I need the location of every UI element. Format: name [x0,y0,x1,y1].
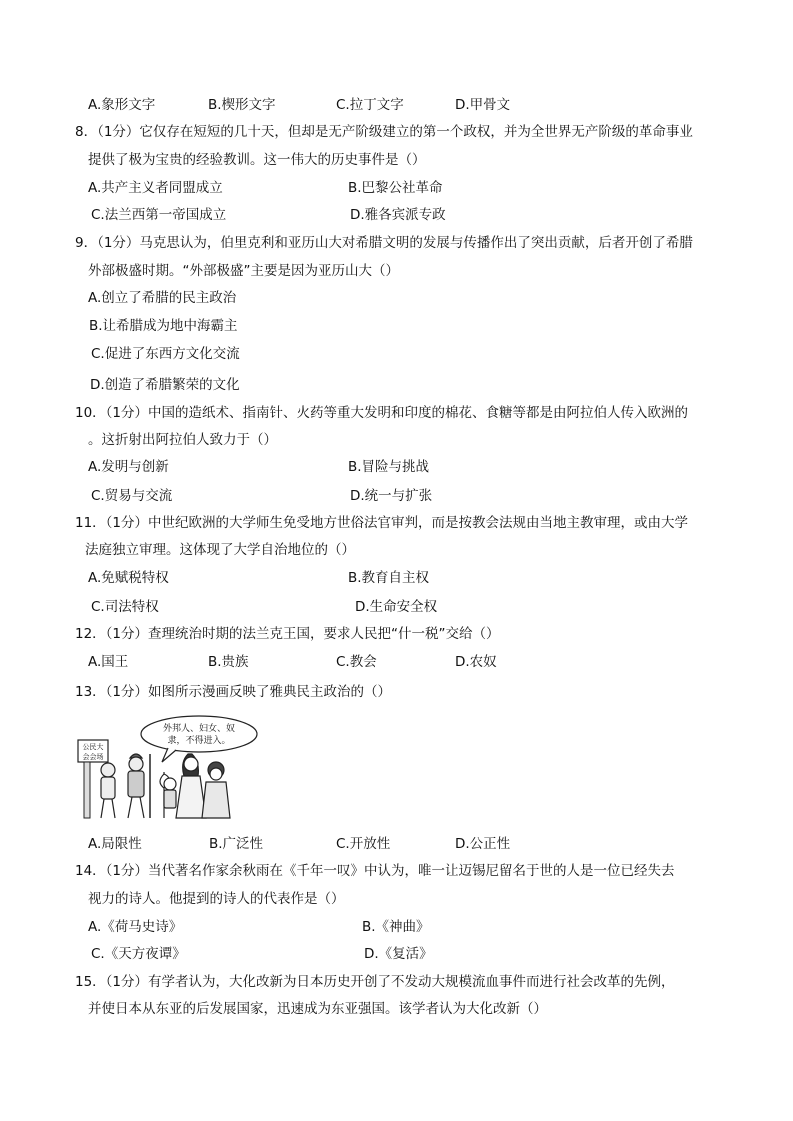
slave-figure [164,778,176,808]
q8-option-c: C.法兰西第一帝国成立 [91,207,227,223]
q10-stem-line1: 10．（1分）中国的造纸术、指南针、火药等重大发明和印度的棉花、食糖等都是由阿拉伯人传入欧洲的 [75,405,689,421]
q8-option-a: A.共产主义者同盟成立 [88,180,223,196]
q9-option-b: B.让希腊成为地中海霸主 [89,318,238,334]
q12-option-c: C.教会 [336,654,377,670]
q14-option-a: A.《荷马史诗》 [88,919,183,935]
q7-option-c: C.拉丁文字 [336,97,404,113]
q10-option-b: B.冒险与挑战 [348,459,430,475]
q14-stem-line1: 14．（1分）当代著名作家余秋雨在《千年一叹》中认为，唯一让迈锡尼留名于世的人是一位已经失去 [75,863,675,879]
q7-option-d: D.甲骨文 [455,97,511,113]
q11-option-c: C.司法特权 [91,599,159,615]
q13-option-b: B.广泛性 [209,836,264,852]
q11-option-d: D.生命安全权 [355,599,438,615]
q13-option-d: D.公正性 [455,836,511,852]
q14-option-c: C.《天方夜谭》 [91,946,186,962]
q13-stem-line1: 13．（1分）如图所示漫画反映了雅典民主政治的（） [75,684,392,700]
soldier-figure [128,754,150,818]
q9-option-c: C.促进了东西方文化交流 [91,346,240,362]
q12-option-a: A.国王 [88,654,129,670]
q11-option-a: A.免赋税特权 [88,570,169,586]
q8-stem-line1: 8．（1分）它仅存在短短的几十天，但却是无产阶级建立的第一个政权，并为全世界无产阶级的革命事业 [75,124,693,140]
q11-option-b: B.教育自主权 [348,570,430,586]
q15-stem-line1: 15．（1分）有学者认为，大化改新为日本历史开创了不发动大规模流血事件而进行社会改革的先例， [75,974,675,990]
q8-option-b: B.巴黎公社革命 [348,180,443,196]
column [84,762,90,818]
q11-stem-line2: 法庭独立审理。这体现了大学自治地位的（） [85,542,355,558]
q12-option-b: B.贵族 [208,654,249,670]
q9-stem-line1: 9．（1分）马克思认为，伯里克利和亚历山大对希腊文明的发展与传播作出了突出贡献，后者开创了希腊 [75,235,693,251]
q11-stem-line1: 11．（1分）中世纪欧洲的大学师生免受地方世俗法官审判，而是按教会法规由当地主教审理，或由大学 [75,515,689,531]
guard-figure [101,763,115,818]
q10-option-a: A.发明与创新 [88,459,169,475]
q13-option-a: A.局限性 [88,836,142,852]
athens-democracy-cartoon [76,714,266,824]
q9-stem-line2: 外部极盛时期。“外部极盛”主要是因为亚历山大（） [88,263,399,279]
q10-option-c: C.贸易与交流 [91,488,173,504]
foreigner-figure [202,762,230,818]
q7-option-b: B.楔形文字 [208,97,276,113]
woman-figure [176,754,206,818]
speech-bubble [141,716,257,752]
q9-option-d: D.创造了希腊繁荣的文化 [90,377,240,393]
speech-bubble-tail [162,748,176,762]
speech-line2: 隶，不得进入。 [167,736,231,746]
q10-stem-line2: 。这折射出阿拉伯人致力于（） [88,432,277,448]
q10-option-d: D.统一与扩张 [350,488,433,504]
q12-option-d: D.农奴 [455,654,497,670]
q12-stem-line1: 12．（1分）查理统治时期的法兰克王国，要求人民把“什一税”交给（） [75,626,500,642]
q14-stem-line2: 视力的诗人。他提到的诗人的代表作是（） [88,891,345,907]
q13-option-c: C.开放性 [336,836,391,852]
sign-line1: 公民大 [82,743,104,751]
q8-option-d: D.雅各宾派专政 [350,207,446,223]
q14-option-d: D.《复活》 [364,946,433,962]
q9-option-a: A.创立了希腊的民主政治 [88,290,237,306]
speech-line1: 外邦人、妇女、奴 [162,724,236,734]
sign-line2: 会会场 [82,753,104,761]
q14-option-b: B.《神曲》 [362,919,430,935]
q15-stem-line2: 并使日本从东亚的后发展国家，迅速成为东亚强国。该学者认为大化改新（） [88,1001,547,1017]
q8-stem-line2: 提供了极为宝贵的经验教训。这一伟大的历史事件是（） [88,152,426,168]
q7-option-a: A.象形文字 [88,97,156,113]
